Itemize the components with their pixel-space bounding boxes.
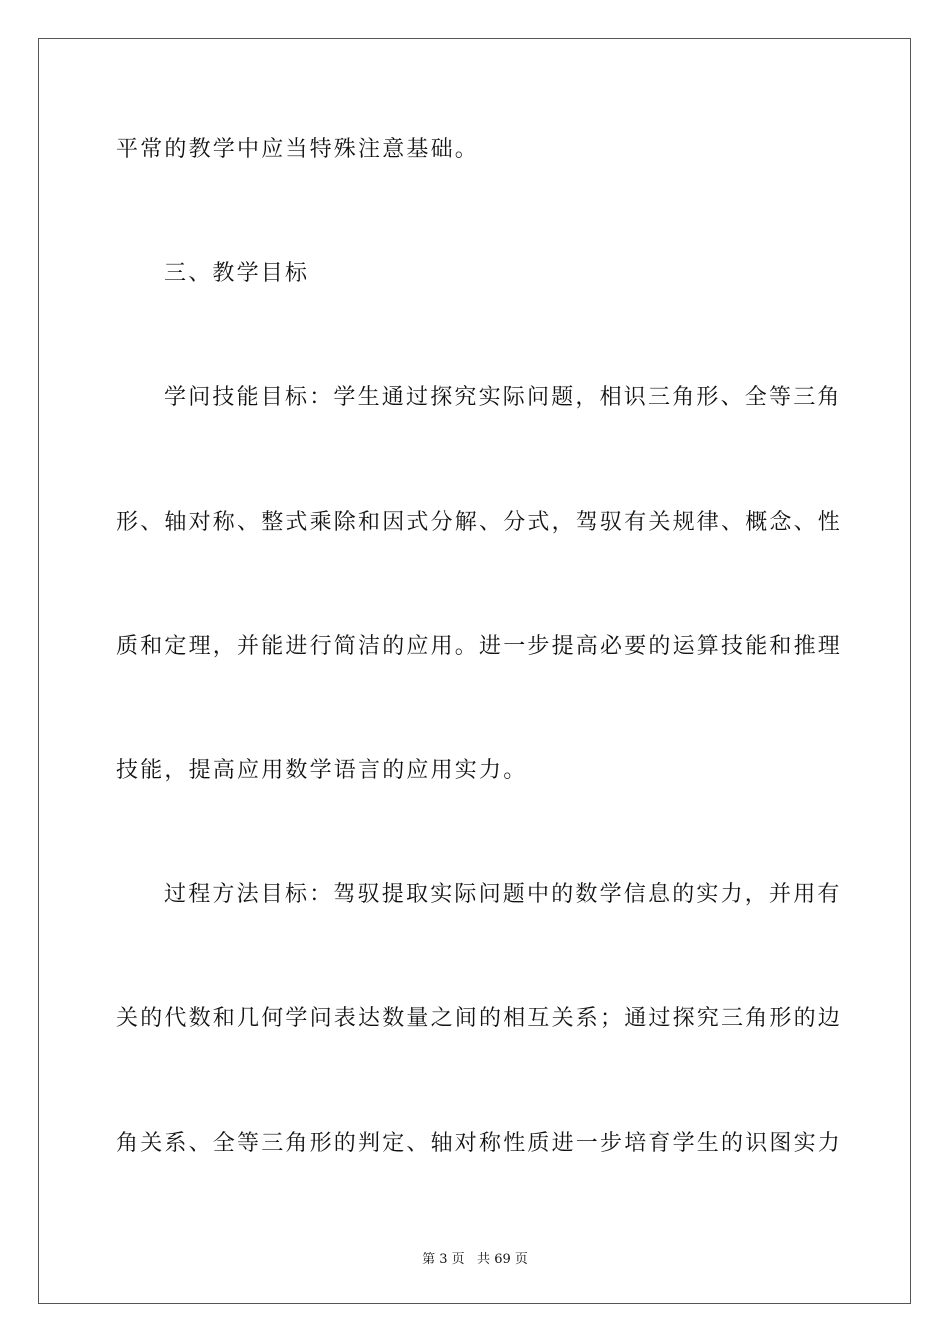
- paragraph-line: 质和定理，并能进行简洁的应用。进一步提高必要的运算技能和推理: [116, 634, 843, 659]
- page-border: [38, 38, 911, 1304]
- paragraph-line: 技能，提高应用数学语言的应用实力。: [116, 758, 528, 783]
- paragraph-line: 过程方法目标：驾驭提取实际问题中的数学信息的实力，并用有: [164, 882, 842, 907]
- page-number-footer: 第 3 页 共 69 页: [422, 1252, 528, 1267]
- paragraph-line: 角关系、全等三角形的判定、轴对称性质进一步培育学生的识图实力: [116, 1131, 843, 1156]
- paragraph-line: 关的代数和几何学问表达数量之间的相互关系；通过探究三角形的边: [116, 1006, 843, 1031]
- paragraph-line: 学问技能目标：学生通过探究实际问题，相识三角形、全等三角: [164, 385, 842, 410]
- text-line: 平常的教学中应当特殊注意基础。: [116, 137, 480, 162]
- section-heading: 三、教学目标: [164, 261, 310, 286]
- paragraph-line: 形、轴对称、整式乘除和因式分解、分式，驾驭有关规律、概念、性: [116, 510, 843, 535]
